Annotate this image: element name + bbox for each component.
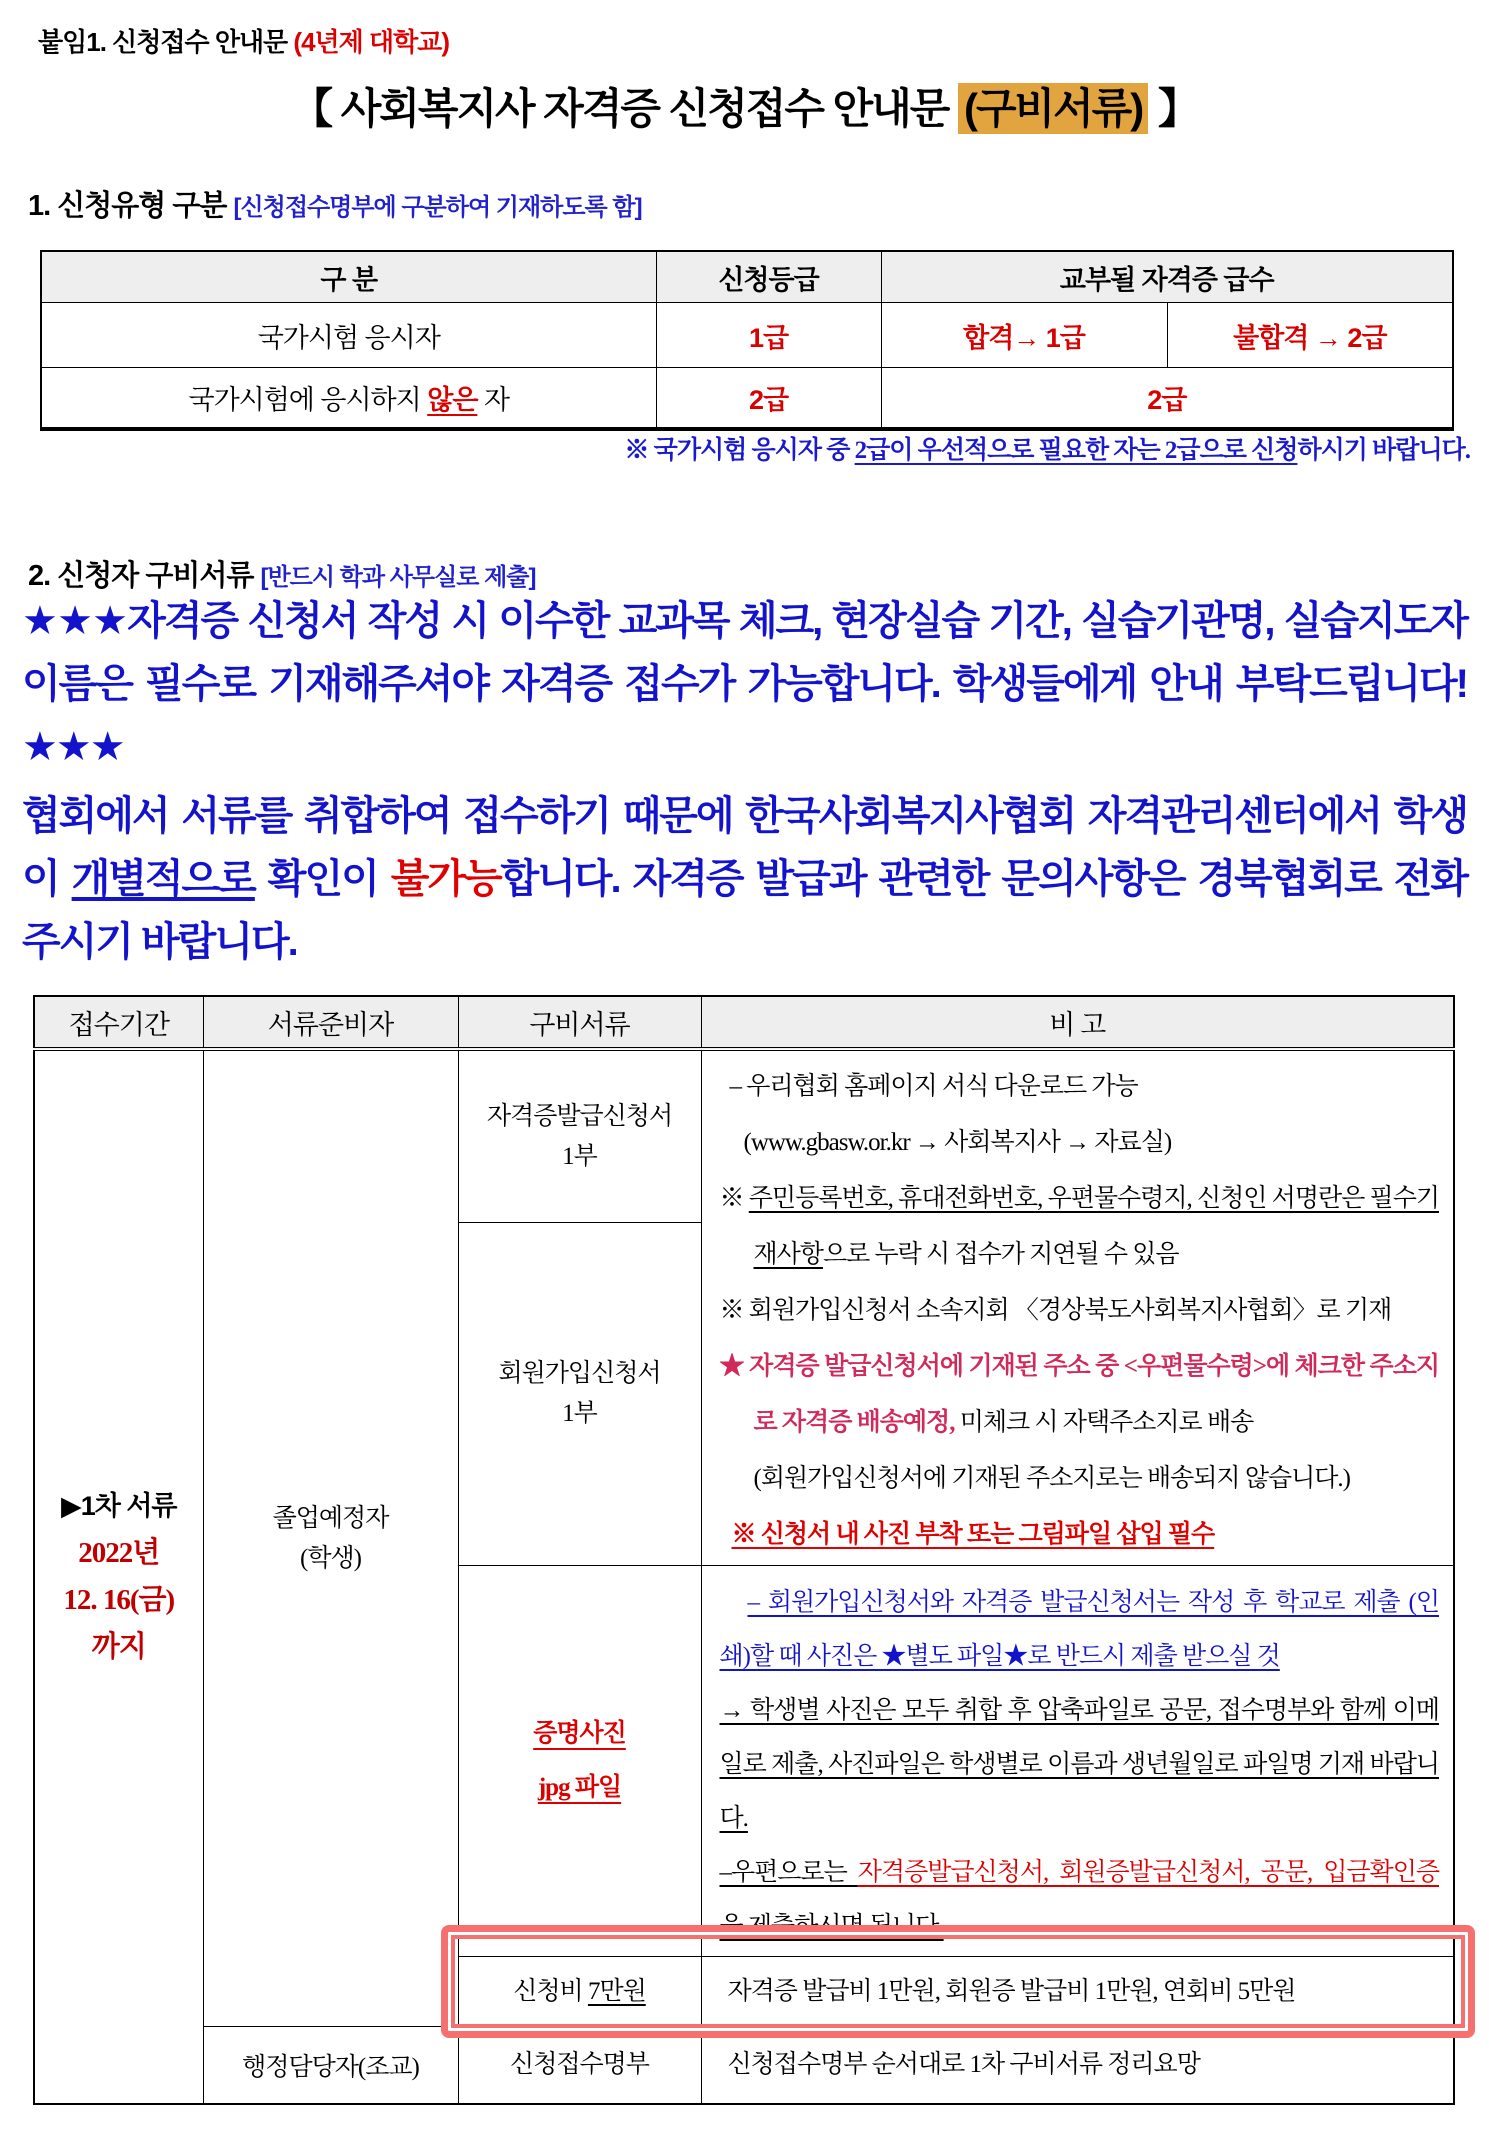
remark-submit-blue <box>720 1576 1440 1684</box>
period-line3: 12. 16(금) <box>63 1583 175 1616</box>
cell-period <box>34 1049 203 2104</box>
remark-c3-pre: –우편으로는 <box>719 1859 858 1886</box>
footnote-post: 하시기 바랍니다. <box>1297 437 1470 464</box>
cell-doc-member <box>458 1223 701 1566</box>
page-title <box>0 76 1489 136</box>
col-header-grade: 신청등급 <box>656 251 881 303</box>
remark-photo-required: ※ 신청서 내 사진 부착 또는 그림파일 삽입 필수 <box>731 1521 1215 1548</box>
notice2-part3: 합니다. 자격증 발급과 관련한 문의사항은 경북협회로 전화주시기 바랍니다. <box>22 857 1467 964</box>
section-1-heading <box>28 183 642 224</box>
cell-exam-taker: 국가시험 응시자 <box>41 303 656 368</box>
col-header-period: 접수기간 <box>34 996 203 1049</box>
col-header-category: 구 분 <box>41 251 656 303</box>
remark-c3-red: 자격증발급신청서, 회원증발급신청서, 공문, 입금확인증 <box>857 1859 1439 1886</box>
remark3-mark: ※ <box>719 1185 749 1212</box>
period-line4: 까지 <box>91 1630 146 1663</box>
doc-photo-line1: 증명사진 <box>533 1720 626 1747</box>
col-header-remarks: 비 고 <box>701 996 1454 1049</box>
period-line1: ▶1차 서류 <box>60 1490 177 1521</box>
remark-c1-text: – 회원가입신청서와 자격증 발급신청서는 작성 후 학교로 제출 (인쇄)할 때 사진은 ★별도 파일★로 반드시 제출 받으실 것 <box>719 1589 1439 1670</box>
remark-zip-email <box>720 1684 1440 1846</box>
attachment-label: 붙임1. 신청접수 안내문 <box>38 27 294 57</box>
cell-doc-fee <box>458 1957 701 2027</box>
required-documents-table <box>33 995 1455 2105</box>
title-highlight: (구비서류) <box>958 83 1148 134</box>
remark-delivery <box>720 1339 1440 1451</box>
col-header-preparer: 서류준비자 <box>203 996 458 1049</box>
title-open: 【 사회복지사 자격증 신청접수 안내문 <box>291 85 958 132</box>
fee-amount: 7만원 <box>587 1977 646 2005</box>
doc-cert-count: 1부 <box>562 1142 597 1170</box>
application-type-table <box>40 250 1454 431</box>
section-2-label: 2. 신청자 구비서류 <box>28 560 261 592</box>
notice2-impossible: 불가능 <box>390 857 501 901</box>
non-taker-post: 자 <box>477 385 509 415</box>
table-row-roster <box>34 2027 1454 2104</box>
col-header-issued: 교부될 자격증 급수 <box>881 251 1453 303</box>
cell-preparer-student <box>203 1049 458 2027</box>
cell-doc-photo <box>458 1566 701 1957</box>
doc-member-count: 1부 <box>562 1400 597 1427</box>
remark-c2-text: → 학생별 사진은 모두 취합 후 압축파일로 공문, 접수명부와 함께 이메일로 제출, 사진파일은 학생별로 이름과 생년월일로 파일명 기재 바랍니다. <box>719 1697 1439 1832</box>
cell-doc-cert <box>458 1049 701 1223</box>
cell-fail-result: 불합격 → 2급 <box>1167 303 1453 368</box>
cell-grade-1: 1급 <box>656 303 881 368</box>
cell-preparer-admin: 행정담당자(조교) <box>203 2027 458 2104</box>
table-header-row <box>41 251 1453 303</box>
notice2-part2: 확인이 <box>254 857 391 901</box>
remark3-underline: 주민등록번호, 휴대전화번호, 우편물수령지, 신청인 서명란은 필수기재사항 <box>748 1185 1439 1268</box>
period-line2: 2022년 <box>78 1536 160 1569</box>
remark5-rest: 미체크 시 자택주소지로 배송 <box>954 1409 1254 1436</box>
table-row-cert <box>34 1049 1454 1223</box>
remark-mail-docs <box>720 1846 1440 1954</box>
doc-cert-name: 자격증발급신청서 <box>486 1102 673 1130</box>
notice-paragraph-1: ★★★자격증 신청서 작성 시 이수한 교과목 체크, 현장실습 기간, 실습기관명, 실습지도자 이름은 필수로 기재해주셔야 자격증 접수가 가능합니다. 학생들에게 안내 부탁드립니다!★★★ <box>22 599 1467 769</box>
doc-member-name: 회원가입신청서 <box>498 1360 661 1387</box>
cell-remarks-ab <box>701 1049 1454 1566</box>
doc-photo-line2: jpg 파일 <box>537 1774 622 1801</box>
col-header-documents: 구비서류 <box>458 996 701 1049</box>
cell-remarks-roster: 신청접수명부 순서대로 1차 구비서류 정리요망 <box>701 2027 1454 2104</box>
non-taker-pre: 국가시험에 응시하지 <box>188 385 428 415</box>
notice2-part1: 협회에서 서류를 취합하여 접수하기 때문에 한국사회복지사협회 자격관리센터에서 학생이 <box>22 794 1467 901</box>
fee-label: 신청비 <box>513 1977 588 2005</box>
non-taker-red: 않은 <box>427 385 478 415</box>
remark-download: – 우리협회 홈페이지 서식 다운로드 가능 <box>729 1073 1138 1100</box>
section-1-label: 1. 신청유형 구분 <box>28 190 234 222</box>
cell-remarks-photo <box>701 1566 1454 1957</box>
notice-paragraph-2 <box>22 785 1467 974</box>
section-2-heading <box>28 553 535 594</box>
table-header-row <box>34 996 1454 1049</box>
remark-branch: ※ 회원가입신청서 소속지회 〈경상북도사회복지사협회〉로 기재 <box>719 1297 1392 1324</box>
attachment-line <box>38 22 449 59</box>
cell-non-taker <box>41 368 656 430</box>
footnote-underline: 2급이 우선적으로 필요한 자는 2급으로 신청 <box>854 437 1298 464</box>
cell-pass-result: 합격→ 1급 <box>881 303 1167 368</box>
notice2-underline: 개별적으로 <box>71 857 255 901</box>
remark-url-path: (www.gbasw.or.kr → 사회복지사 → 자료실) <box>743 1129 1172 1156</box>
remark5-pink: ★ 자격증 발급신청서에 기재된 주소 중 <우편물수령>에 체크한 주소지로 자격증 배송예정, <box>719 1353 1439 1436</box>
table-row <box>41 303 1453 368</box>
title-close: 】 <box>1148 85 1198 132</box>
section-1-bracket-note: [신청접수명부에 구분하여 기재하도록 함] <box>233 194 642 221</box>
remark-required-fields <box>720 1171 1440 1283</box>
preparer-student-line2: (학생) <box>300 1544 361 1572</box>
footnote-pre: ※ 국가시험 응시자 중 <box>624 437 855 464</box>
cell-grade-2: 2급 <box>656 368 881 430</box>
remark-no-delivery: (회원가입신청서에 기재된 주소지로는 배송되지 않습니다.) <box>753 1465 1351 1492</box>
remark3-post: 으로 누락 시 접수가 지연될 수 있음 <box>822 1241 1179 1268</box>
table1-footnote <box>350 430 1470 466</box>
attachment-note: (4년제 대학교) <box>293 27 449 57</box>
remark-c3-post: 을 제출하시면 됩니다. <box>719 1913 944 1940</box>
cell-issued-2: 2급 <box>881 368 1453 430</box>
cell-doc-roster: 신청접수명부 <box>458 2027 701 2104</box>
table-row <box>41 368 1453 430</box>
cell-remarks-fee: 자격증 발급비 1만원, 회원증 발급비 1만원, 연회비 5만원 <box>701 1957 1454 2027</box>
section-2-bracket-note: [반드시 학과 사무실로 제출] <box>260 564 536 591</box>
preparer-student-line1: 졸업예정자 <box>272 1504 389 1532</box>
